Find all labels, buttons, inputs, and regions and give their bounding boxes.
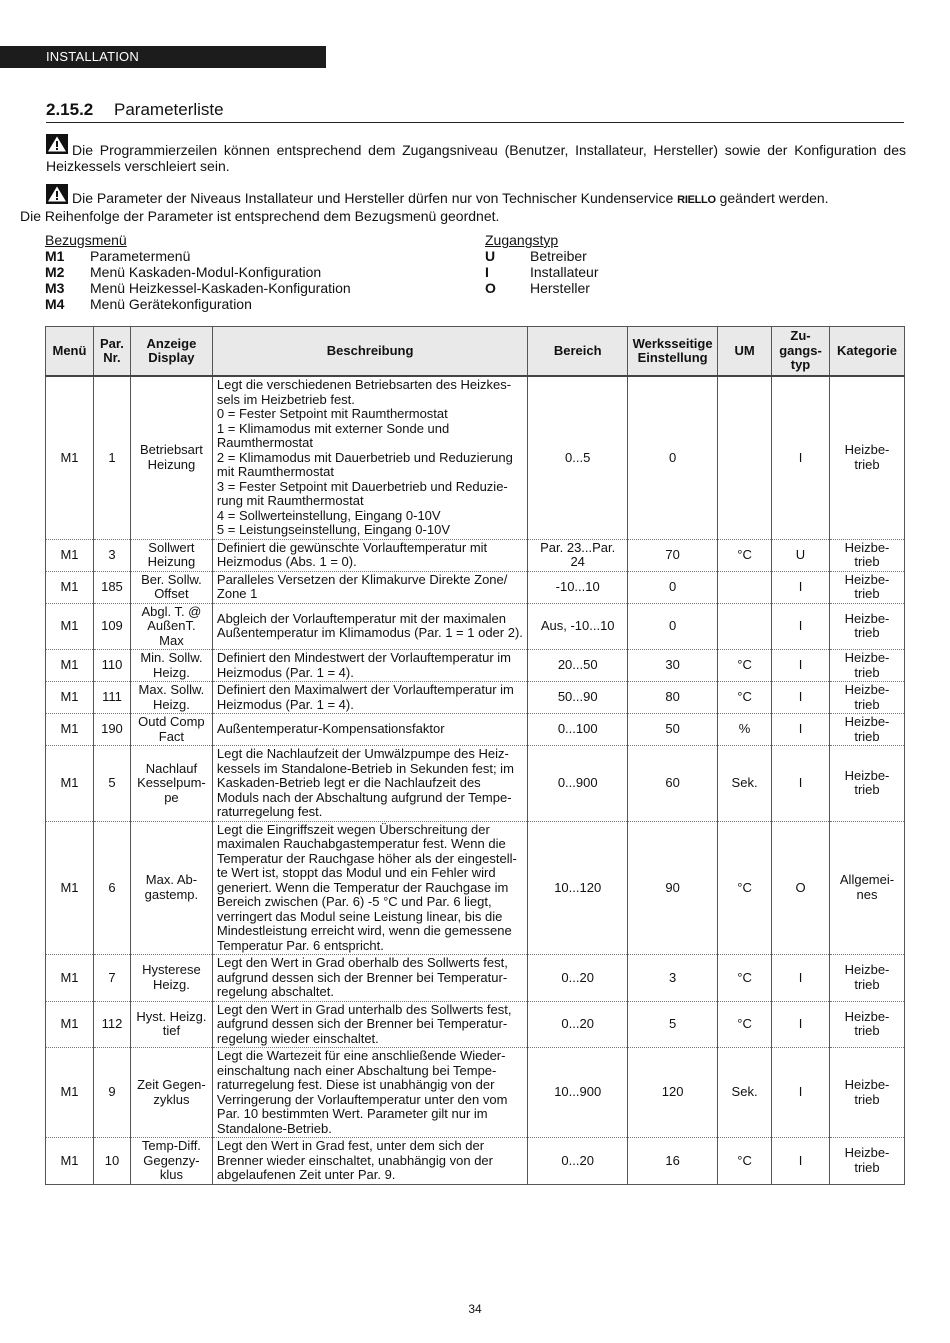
legend-item xyxy=(485,248,598,264)
menu-cell: M1 xyxy=(46,1001,94,1048)
default-cell: 120 xyxy=(628,1048,718,1138)
default-cell: 70 xyxy=(628,539,718,571)
access-type-cell: I xyxy=(772,1138,830,1185)
menu-cell: M1 xyxy=(46,746,94,822)
par-number-cell: 185 xyxy=(93,571,130,603)
access-type-cell: I xyxy=(772,955,830,1002)
par-number-cell: 190 xyxy=(93,714,130,746)
table-row xyxy=(46,571,905,603)
default-cell: 16 xyxy=(628,1138,718,1185)
legend-item xyxy=(45,248,351,264)
section-divider xyxy=(46,122,904,123)
menu-cell: M1 xyxy=(46,821,94,955)
section-number: 2.15.2 xyxy=(46,100,94,119)
description-cell: Definiert die gewünschte Vorlauftemperatur mit Heizmodus (Abs. 1 = 0). xyxy=(212,539,527,571)
description-cell: Außentemperatur-Kompensationsfaktor xyxy=(212,714,527,746)
unit-cell xyxy=(718,376,772,539)
description-cell: Definiert den Mindestwert der Vorlauftemperatur im Heizmodus (Par. 1 = 4). xyxy=(212,650,527,682)
description-cell: Legt die verschiedenen Betriebsarten des Heizkes-sels im Heizbetrieb fest. 0 = Fester Setpoint mit Raumthermostat 1 = Klimamodus mit externer Sonde und Raumthermostat 2 = Klimamodus mit Dauerbetrieb und Reduzierung mit Raumthermostat 3 = Fester Setpoint mit Dauerbetrieb und Reduzie-rung mit Raumthermostat 4 = Sollwerteinstellung, Eingang 0-10V 5 = Leistungseinstellung, Eingang 0-10V xyxy=(212,376,527,539)
range-cell: 0...20 xyxy=(528,1001,628,1048)
column-header: Anzeige Display xyxy=(130,327,212,377)
par-number-cell: 7 xyxy=(93,955,130,1002)
range-cell: 20...50 xyxy=(528,650,628,682)
display-cell: Max. Sollw. Heizg. xyxy=(130,682,212,714)
category-cell: Heizbe-trieb xyxy=(829,682,904,714)
access-type-cell: I xyxy=(772,376,830,539)
legend-code: I xyxy=(485,264,489,280)
legend-label: Menü Heizkessel-Kaskaden-Konfiguration xyxy=(90,280,351,296)
default-cell: 0 xyxy=(628,603,718,650)
default-cell: 3 xyxy=(628,955,718,1002)
category-cell: Heizbe-trieb xyxy=(829,1001,904,1048)
default-cell: 50 xyxy=(628,714,718,746)
default-cell: 30 xyxy=(628,650,718,682)
display-cell: Sollwert Heizung xyxy=(130,539,212,571)
display-cell: Temp-Diff. Gegenzy-klus xyxy=(130,1138,212,1185)
menu-cell: M1 xyxy=(46,1138,94,1185)
default-cell: 5 xyxy=(628,1001,718,1048)
table-row xyxy=(46,1138,905,1185)
category-cell: Heizbe-trieb xyxy=(829,1138,904,1185)
unit-cell: °C xyxy=(718,955,772,1002)
unit-cell xyxy=(718,603,772,650)
menu-cell: M1 xyxy=(46,376,94,539)
unit-cell: °C xyxy=(718,821,772,955)
par-number-cell: 3 xyxy=(93,539,130,571)
table-row xyxy=(46,603,905,650)
range-cell: 0...20 xyxy=(528,955,628,1002)
legend-item xyxy=(45,264,351,280)
default-cell: 90 xyxy=(628,821,718,955)
description-cell: Legt den Wert in Grad fest, unter dem sich der Brenner wieder einschaltet, unabhängig von der abgelaufenen Zeit unter Par. 9. xyxy=(212,1138,527,1185)
default-cell: 0 xyxy=(628,376,718,539)
menu-legend xyxy=(45,232,351,312)
page-number: 34 xyxy=(468,1302,482,1316)
table-header-row xyxy=(46,327,905,377)
unit-cell: Sek. xyxy=(718,746,772,822)
range-cell: 50...90 xyxy=(528,682,628,714)
par-number-cell: 5 xyxy=(93,746,130,822)
description-cell: Legt den Wert in Grad unterhalb des Sollwerts fest, aufgrund dessen sich der Brenner bei Temperatur-regelung wieder einschaltet. xyxy=(212,1001,527,1048)
category-cell: Heizbe-trieb xyxy=(829,955,904,1002)
par-number-cell: 112 xyxy=(93,1001,130,1048)
legend-code: M2 xyxy=(45,264,65,280)
par-number-cell: 111 xyxy=(93,682,130,714)
display-cell: Betriebsart Heizung xyxy=(130,376,212,539)
range-cell: -10...10 xyxy=(528,571,628,603)
legend-label: Installateur xyxy=(530,264,599,280)
display-cell: Nachlauf Kesselpum-pe xyxy=(130,746,212,822)
service-note-text-end: geändert werden. xyxy=(719,190,829,206)
legend-label: Menü Kaskaden-Modul-Konfiguration xyxy=(90,264,322,280)
display-cell: Hysterese Heizg. xyxy=(130,955,212,1002)
par-number-cell: 110 xyxy=(93,650,130,682)
default-cell: 60 xyxy=(628,746,718,822)
access-type-cell: I xyxy=(772,746,830,822)
description-cell: Legt die Wartezeit für eine anschließende Wieder-einschaltung nach einer Abschaltung bei Tempe-raturregelung fest. Diese ist unabhängig von der Verringerung der Vorlauftemperatur unter den vom Par. 10 bestimmten Wert. Parameter gilt nur im Standalone-Betrieb. xyxy=(212,1048,527,1138)
range-cell: 0...900 xyxy=(528,746,628,822)
legend-code: M3 xyxy=(45,280,65,296)
description-cell: Paralleles Versetzen der Klimakurve Direkte Zone/ Zone 1 xyxy=(212,571,527,603)
range-cell: Par. 23...Par. 24 xyxy=(528,539,628,571)
legend-label: Menü Gerätekonfiguration xyxy=(90,296,252,312)
table-row xyxy=(46,1001,905,1048)
table-row xyxy=(46,650,905,682)
access-level-note: Die Programmierzeilen können entsprechend dem Zugangsniveau (Benutzer, Installateur, Hersteller) sowie der Konfiguration des Heizkessels verschleiert sein. xyxy=(46,142,906,174)
category-cell: Heizbe-trieb xyxy=(829,376,904,539)
range-cell: 0...100 xyxy=(528,714,628,746)
unit-cell: °C xyxy=(718,650,772,682)
section-title xyxy=(46,100,224,120)
menu-legend-title: Bezugsmenü xyxy=(45,232,127,248)
brand-logo: RIELLO xyxy=(677,194,716,206)
menu-cell: M1 xyxy=(46,603,94,650)
range-cell: Aus, -10...10 xyxy=(528,603,628,650)
column-header: Par. Nr. xyxy=(93,327,130,377)
access-type-cell: I xyxy=(772,1048,830,1138)
table-row xyxy=(46,682,905,714)
column-header: Bereich xyxy=(528,327,628,377)
table-row xyxy=(46,1048,905,1138)
section-heading: Parameterliste xyxy=(114,100,224,119)
range-cell: 0...20 xyxy=(528,1138,628,1185)
display-cell: Ber. Sollw. Offset xyxy=(130,571,212,603)
legend-item xyxy=(45,280,351,296)
description-cell: Legt die Eingriffszeit wegen Überschreitung der maximalen Rauchabgastemperatur fest. Wenn die Temperatur der Rauchgase höher als der eingestell-te Wert ist, stoppt das Modul und ein Fehler wird generiert. Wenn die Temperatur der Rauchgase im Bereich zwischen (Par. 6) -5 °C und Par. 6 liegt, verringert das Modul seine Leistung linear, bis die Mindestleistung erreicht wird, wenn die gemessene Temperatur Par. 6 entspricht. xyxy=(212,821,527,955)
table-row xyxy=(46,746,905,822)
access-type-cell: U xyxy=(772,539,830,571)
access-type-cell: I xyxy=(772,682,830,714)
unit-cell xyxy=(718,571,772,603)
section-header-bar xyxy=(0,46,326,68)
legend-item xyxy=(45,296,351,312)
order-note: Die Reihenfolge der Parameter ist entsprechend dem Bezugsmenü geordnet. xyxy=(20,208,500,224)
unit-cell: % xyxy=(718,714,772,746)
category-cell: Heizbe-trieb xyxy=(829,539,904,571)
legend-label: Parametermenü xyxy=(90,248,191,264)
access-type-cell: O xyxy=(772,821,830,955)
description-cell: Legt die Nachlaufzeit der Umwälzpumpe des Heiz-kessels im Standalone-Betrieb in Sekunden fest; im Kaskaden-Betrieb legt er die Nachlaufzeit des Moduls nach der Abschaltung aufgrund der Tempe-raturregelung fest. xyxy=(212,746,527,822)
table-row xyxy=(46,714,905,746)
description-cell: Abgleich der Vorlauftemperatur mit der maximalen Außentemperatur im Klimamodus (Par. 1 = 1 oder 2). xyxy=(212,603,527,650)
service-note-text: Die Parameter der Niveaus Installateur und Hersteller dürfen nur von Technischer Kundenservice xyxy=(72,190,674,206)
menu-cell: M1 xyxy=(46,1048,94,1138)
display-cell: Hyst. Heizg. tief xyxy=(130,1001,212,1048)
parameter-table xyxy=(45,326,905,1185)
legend-item xyxy=(485,280,598,296)
table-row xyxy=(46,955,905,1002)
section-tag: INSTALLATION xyxy=(46,49,139,64)
range-cell: 10...900 xyxy=(528,1048,628,1138)
unit-cell: °C xyxy=(718,682,772,714)
legend-item xyxy=(485,264,598,280)
par-number-cell: 6 xyxy=(93,821,130,955)
access-type-cell: I xyxy=(772,714,830,746)
column-header: Beschreibung xyxy=(212,327,527,377)
menu-cell: M1 xyxy=(46,650,94,682)
range-cell: 0...5 xyxy=(528,376,628,539)
par-number-cell: 10 xyxy=(93,1138,130,1185)
category-cell: Heizbe-trieb xyxy=(829,746,904,822)
display-cell: Zeit Gegen-zyklus xyxy=(130,1048,212,1138)
access-type-cell: I xyxy=(772,1001,830,1048)
access-legend-title: Zugangstyp xyxy=(485,232,559,248)
unit-cell: °C xyxy=(718,539,772,571)
column-header: Zu-gangs-typ xyxy=(772,327,830,377)
access-type-cell: I xyxy=(772,571,830,603)
category-cell: Allgemei-nes xyxy=(829,821,904,955)
menu-cell: M1 xyxy=(46,955,94,1002)
unit-cell: Sek. xyxy=(718,1048,772,1138)
legend-code: U xyxy=(485,248,496,264)
legend-label: Betreiber xyxy=(530,248,587,264)
menu-cell: M1 xyxy=(46,539,94,571)
default-cell: 0 xyxy=(628,571,718,603)
legend-label: Hersteller xyxy=(530,280,590,296)
column-header: UM xyxy=(718,327,772,377)
column-header: Menü xyxy=(46,327,94,377)
range-cell: 10...120 xyxy=(528,821,628,955)
category-cell: Heizbe-trieb xyxy=(829,571,904,603)
column-header: Kategorie xyxy=(829,327,904,377)
access-type-cell: I xyxy=(772,650,830,682)
category-cell: Heizbe-trieb xyxy=(829,603,904,650)
unit-cell: °C xyxy=(718,1001,772,1048)
table-row xyxy=(46,376,905,539)
par-number-cell: 109 xyxy=(93,603,130,650)
access-legend xyxy=(485,232,598,296)
display-cell: Max. Ab-gastemp. xyxy=(130,821,212,955)
description-cell: Legt den Wert in Grad oberhalb des Sollwerts fest, aufgrund dessen sich der Brenner bei Temperatur-regelung abschaltet. xyxy=(212,955,527,1002)
table-row xyxy=(46,821,905,955)
legend-code: M4 xyxy=(45,296,65,312)
category-cell: Heizbe-trieb xyxy=(829,1048,904,1138)
legend-code: O xyxy=(485,280,496,296)
display-cell: Abgl. T. @ AußenT. Max xyxy=(130,603,212,650)
display-cell: Min. Sollw. Heizg. xyxy=(130,650,212,682)
legend-code: M1 xyxy=(45,248,65,264)
par-number-cell: 9 xyxy=(93,1048,130,1138)
menu-cell: M1 xyxy=(46,682,94,714)
unit-cell: °C xyxy=(718,1138,772,1185)
category-cell: Heizbe-trieb xyxy=(829,650,904,682)
par-number-cell: 1 xyxy=(93,376,130,539)
display-cell: Outd Comp Fact xyxy=(130,714,212,746)
table-row xyxy=(46,539,905,571)
category-cell: Heizbe-trieb xyxy=(829,714,904,746)
menu-cell: M1 xyxy=(46,571,94,603)
service-note xyxy=(20,190,906,224)
description-cell: Definiert den Maximalwert der Vorlauftemperatur im Heizmodus (Par. 1 = 4). xyxy=(212,682,527,714)
default-cell: 80 xyxy=(628,682,718,714)
access-type-cell: I xyxy=(772,603,830,650)
menu-cell: M1 xyxy=(46,714,94,746)
column-header: Werksseitige Einstellung xyxy=(628,327,718,377)
